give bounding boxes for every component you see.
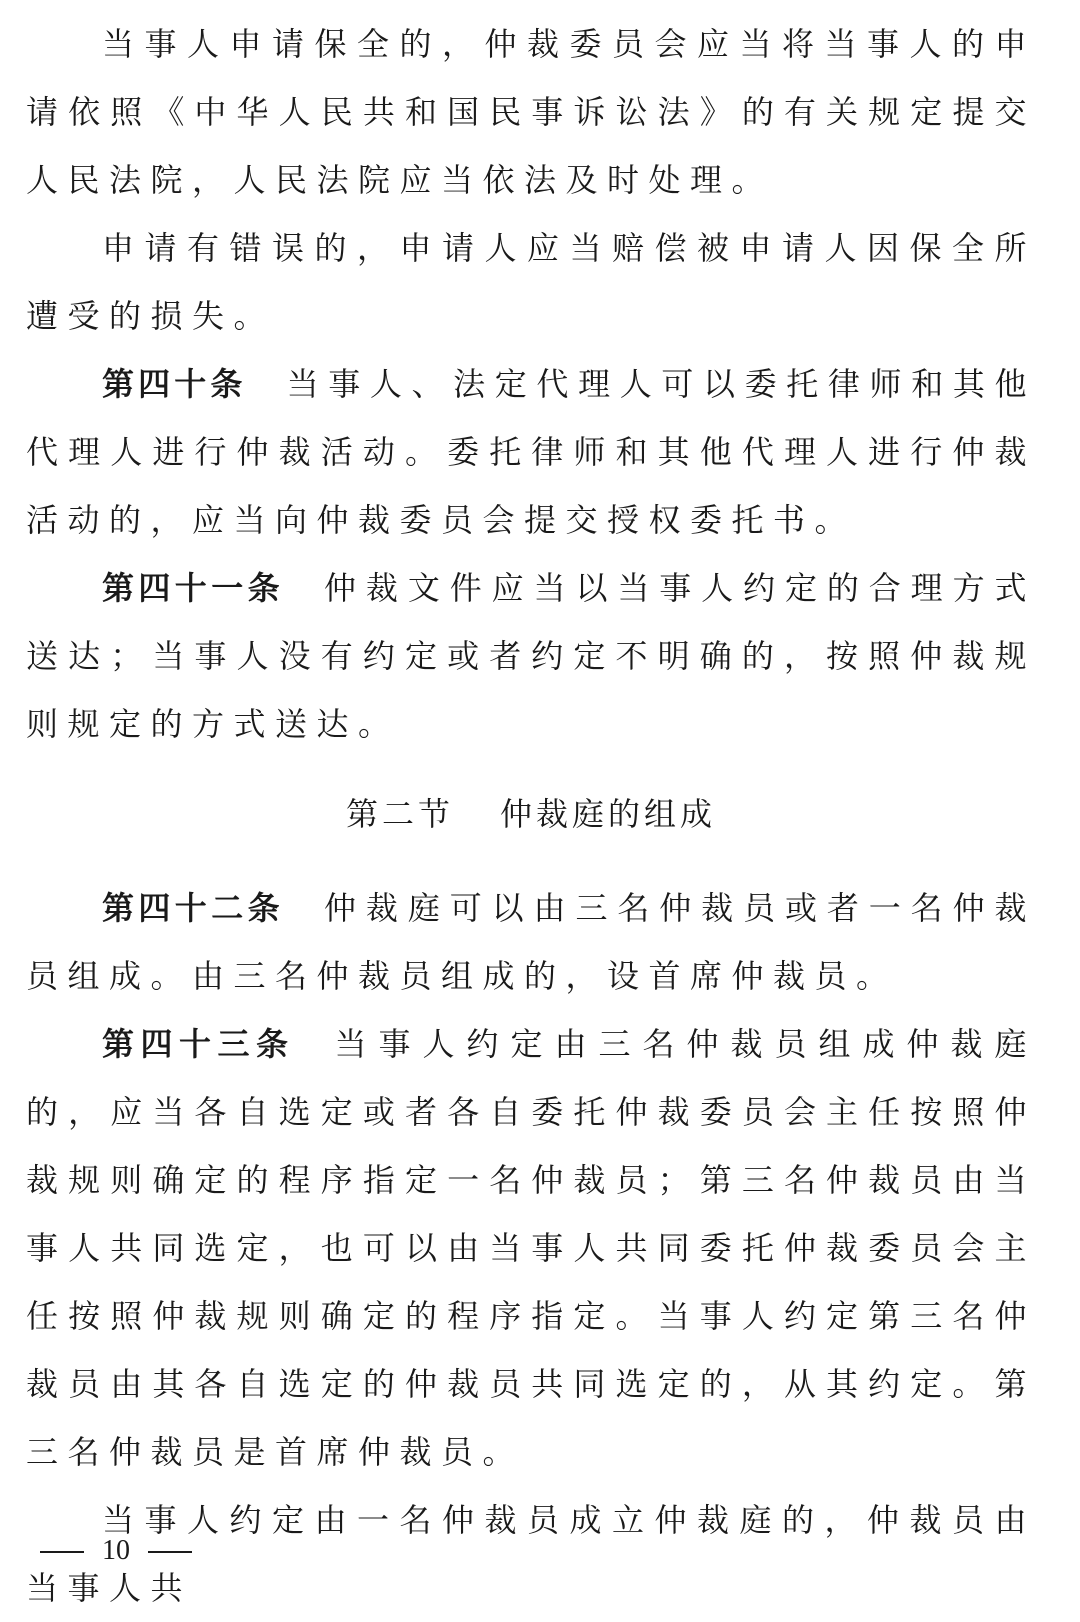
article-42-text: 仲裁庭可以由三名仲裁员或者一名仲裁员组成。由三名仲裁员组成的，设首席仲裁员。 [26,889,1036,995]
section-title: 仲裁庭的组成 [500,795,717,833]
paragraph-sole-arbitrator: 当事人约定由一名仲裁员成立仲裁庭的，仲裁员由当事人共 [26,1501,1036,1607]
article-41-number: 第四十一条 [102,569,285,607]
article-41 [26,554,1036,758]
article-41-text: 仲裁文件应当以当事人约定的合理方式送达；当事人没有约定或者约定不明确的，按照仲裁规则规定的方式送达。 [26,569,1036,743]
page-number: 10 [102,1535,130,1566]
footer-dash-right [148,1551,192,1553]
page-footer [40,1530,192,1571]
document-page [26,10,1036,1622]
article-43-text: 当事人约定由三名仲裁员组成仲裁庭的，应当各自选定或者各自委托仲裁委员会主任按照仲裁规则确定的程序指定一名仲裁员；第三名仲裁员由当事人共同选定，也可以由当事人共同委托仲裁委员会主任按照仲裁规则确定的程序指定。当事人约定第三名仲裁员由其各自选定的仲裁员共同选定的，从其约定。第三名仲裁员是首席仲裁员。 [26,1025,1036,1471]
footer-dash-left [40,1551,84,1553]
article-40-text: 当事人、法定代理人可以委托律师和其他代理人进行仲裁活动。委托律师和其他代理人进行仲裁活动的，应当向仲裁委员会提交授权委托书。 [26,365,1036,539]
paragraph-preservation-application: 当事人申请保全的，仲裁委员会应当将当事人的申请依照《中华人民共和国民事诉讼法》的有关规定提交人民法院，人民法院应当依法及时处理。 [26,25,1036,199]
article-40-number: 第四十条 [102,365,247,403]
article-43 [26,1010,1036,1486]
article-42 [26,874,1036,1010]
article-42-number: 第四十二条 [102,889,285,927]
section-heading [26,780,1036,848]
article-43-number: 第四十三条 [102,1025,295,1063]
paragraph-application-error: 申请有错误的，申请人应当赔偿被申请人因保全所遭受的损失。 [26,229,1036,335]
article-40 [26,350,1036,554]
section-number: 第二节 [345,795,454,833]
